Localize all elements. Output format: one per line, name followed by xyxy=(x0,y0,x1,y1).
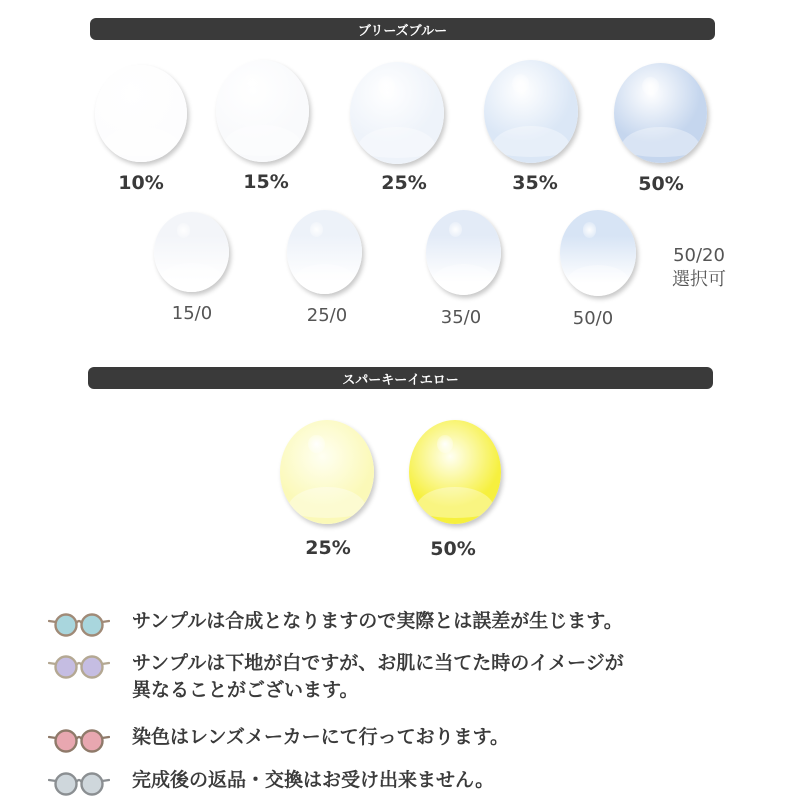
note-text xyxy=(132,724,509,751)
lens-label: 15% xyxy=(243,171,289,193)
lens-highlight xyxy=(310,222,324,237)
glasses-gray-icon xyxy=(48,769,110,797)
note-text xyxy=(132,650,624,704)
gradient-option-ratio: 50/20 xyxy=(673,245,725,266)
section-title-breeze-blue: ブリーズブルー xyxy=(357,23,448,39)
note-text xyxy=(132,767,494,794)
gradient-option-selectable: 選択可 xyxy=(672,269,726,290)
lens-label: 50% xyxy=(638,173,684,195)
lens-highlight xyxy=(512,74,529,93)
lens-label: 10% xyxy=(118,172,164,194)
lens-highlight xyxy=(583,222,597,237)
lens-blue-35 xyxy=(484,60,578,163)
note-text-line: 完成後の返品・交換はお受け出来ません。 xyxy=(132,769,495,791)
note-text-line: 異なることがございます。 xyxy=(132,679,359,701)
lens-blue-gradient-25-0 xyxy=(287,210,362,294)
glasses-pink-icon xyxy=(48,726,110,754)
note-item xyxy=(48,608,623,638)
lens-blue-15 xyxy=(216,60,309,162)
lens-blue-gradient-35-0 xyxy=(426,210,501,295)
gradient-option-note xyxy=(672,244,726,292)
glasses-blue-icon xyxy=(48,610,110,638)
lens-highlight xyxy=(123,79,140,96)
lens-blue-10 xyxy=(95,65,187,162)
lens-label: 50% xyxy=(430,538,476,560)
lens-blue-gradient-15-0 xyxy=(154,212,229,292)
lens-highlight xyxy=(642,77,659,95)
lens-yellow-25 xyxy=(280,420,374,524)
note-text xyxy=(132,608,623,635)
lens-label: 35% xyxy=(512,172,558,194)
lens-label: 50/0 xyxy=(572,308,614,329)
note-text-line: サンプルは合成となりますので実際とは誤差が生じます。 xyxy=(132,610,623,632)
section-bar-sparky-yellow xyxy=(88,367,713,389)
section-bar-breeze-blue xyxy=(90,18,715,40)
lens-blue-gradient-50-0 xyxy=(560,210,636,296)
note-item xyxy=(48,650,624,704)
section-title-sparky-yellow: スパーキーイエロー xyxy=(342,372,459,388)
note-text-line: サンプルは下地が白ですが、お肌に当てた時のイメージが xyxy=(132,652,624,674)
lens-label: 15/0 xyxy=(171,303,213,324)
lens-label: 25/0 xyxy=(306,305,348,326)
lens-highlight xyxy=(177,223,191,237)
lens-blue-25 xyxy=(350,62,444,164)
glasses-lavender-icon xyxy=(48,652,110,680)
note-item xyxy=(48,724,509,754)
lens-label: 25% xyxy=(381,172,427,194)
lens-highlight xyxy=(437,435,454,454)
lens-yellow-50 xyxy=(409,420,501,524)
note-text-line: 染色はレンズメーカーにて行っております。 xyxy=(132,726,510,748)
lens-highlight xyxy=(244,74,261,92)
lens-label: 25% xyxy=(305,537,351,559)
lens-label: 35/0 xyxy=(440,307,482,328)
lens-highlight xyxy=(308,435,325,454)
lens-highlight xyxy=(378,76,395,94)
note-item xyxy=(48,767,494,797)
lens-blue-50 xyxy=(614,63,707,163)
lens-highlight xyxy=(449,222,463,237)
